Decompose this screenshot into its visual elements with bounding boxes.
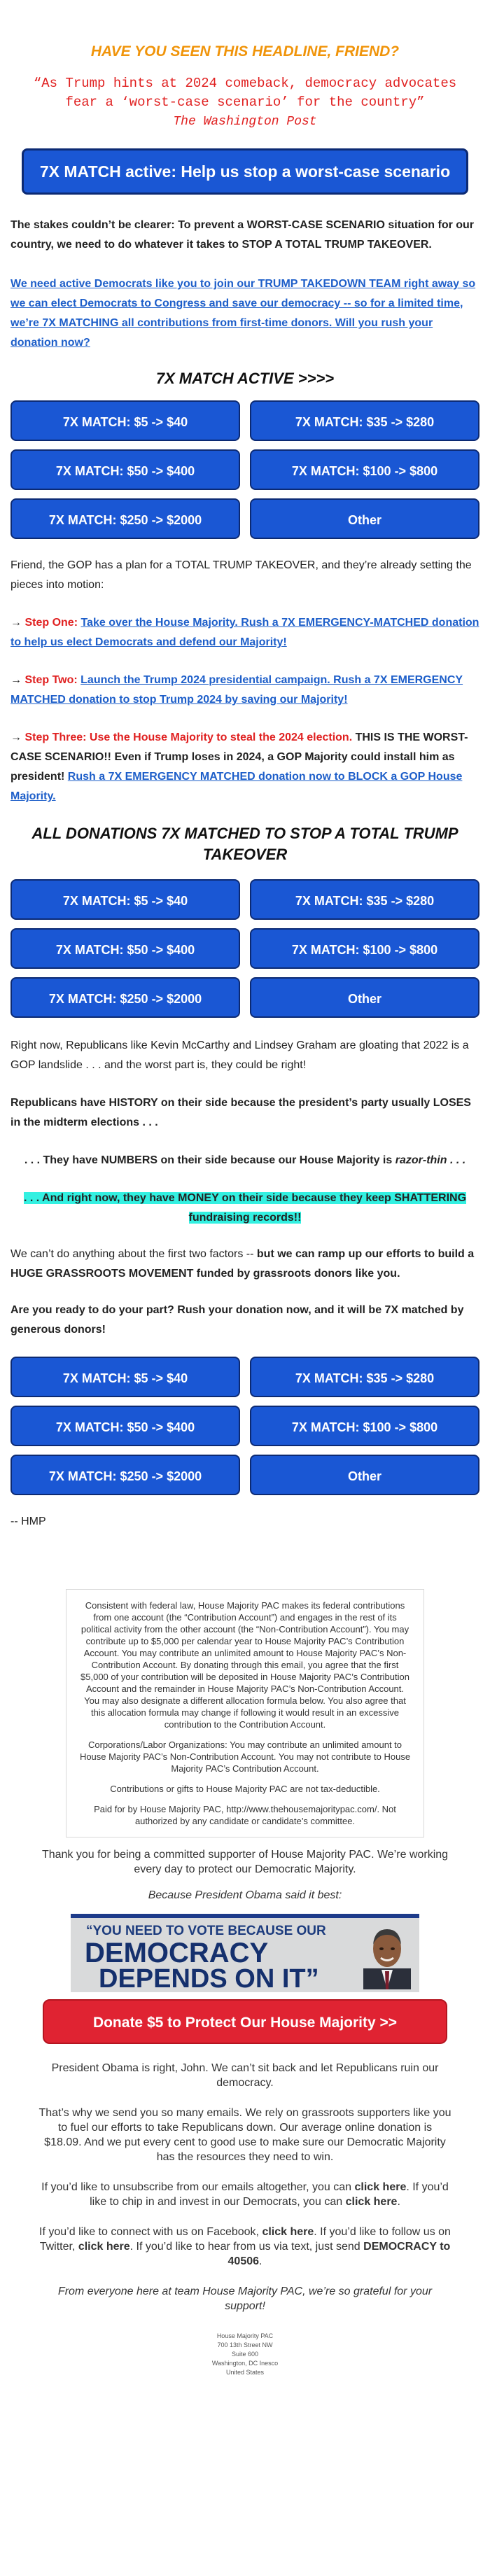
step-two <box>10 671 479 710</box>
paid-for-text: Paid for by House Majority PAC, http://www.thehousemajoritypac.com/. Not authorized by any candidate or candidate’s committee. <box>94 1804 396 1826</box>
period: . <box>259 2255 262 2267</box>
image-quote-line1: “YOU NEED TO VOTE BECAUSE OUR <box>86 1924 326 1938</box>
obama-quote-image[interactable] <box>71 1914 419 1992</box>
image-quote-line2: DEMOCRACY <box>85 1938 269 1968</box>
donate-250-button[interactable]: 7X MATCH: $250 -> $2000 <box>10 498 240 539</box>
donation-grid-3 <box>10 1357 479 1495</box>
match-banner-button[interactable]: 7X MATCH active: Help us stop a worst-case scenario <box>22 148 468 195</box>
legal-disclaimer <box>66 1589 424 1837</box>
join-team-link[interactable]: We need active Democrats like you to join our TRUMP TAKEDOWN TEAM right away so we can elect Democrats to Congress and save our democracy -- so for a limited time, we’re 7X MATCHING all contributions from first-time donors. Will you rush your donation now? <box>10 278 476 349</box>
email-body <box>10 0 479 2377</box>
obama-portrait-icon <box>363 1919 411 1989</box>
footer-street: 700 13th Street NW <box>217 2342 273 2348</box>
footer-country: United States <box>225 2369 265 2376</box>
chip-in-link[interactable]: click here <box>345 2196 398 2208</box>
text-prefix: . If you’d like to hear from us via text, just send <box>130 2241 360 2253</box>
donation-grid-1 <box>10 400 479 539</box>
donate-5-protect-button[interactable]: Donate $5 to Protect Our House Majority >> <box>43 1999 447 2044</box>
all-donations-title: ALL DONATIONS 7X MATCHED TO STOP A TOTAL TRUMP TAKEOVER <box>31 825 458 863</box>
donate-50-button[interactable]: 7X MATCH: $50 -> $400 <box>10 449 240 490</box>
facebook-prefix: If you’d like to connect with us on Facebook, <box>39 2226 259 2238</box>
headline-quote: “As Trump hints at 2024 comeback, democracy advocates fear a ‘worst-case scenario’ for the country” <box>33 76 457 110</box>
intro-paragraph: The stakes couldn’t be clearer: To prevent a WORST-CASE SCENARIO situation for our country, we need to do whatever it takes to STOP A TOTAL TRUMP TAKEOVER. <box>10 219 475 251</box>
join-team-paragraph <box>10 274 479 353</box>
grateful-text: From everyone here at team House Majority PAC, we’re so grateful for your support! <box>57 2286 433 2312</box>
connect-text <box>31 2225 458 2269</box>
footer-org: House Majority PAC <box>216 2332 274 2339</box>
numbers-paragraph <box>10 1151 479 1170</box>
period: . <box>397 2196 400 2208</box>
step-one <box>10 613 479 652</box>
donate-5-button[interactable]: 7X MATCH: $5 -> $40 <box>10 879 240 920</box>
twitter-link[interactable]: click here <box>78 2241 130 2253</box>
chip-in-text: . If you’d like to chip in and invest in our Democrats, you can <box>90 2181 449 2208</box>
razor-thin-text: razor-thin . . . <box>395 1154 466 1166</box>
donate-250-button[interactable]: 7X MATCH: $250 -> $2000 <box>10 1455 240 1495</box>
arrow-icon: → <box>10 617 22 629</box>
facebook-link[interactable]: click here <box>262 2226 314 2238</box>
ready-paragraph: Are you ready to do your part? Rush your donation now, and it will be 7X matched by generous donors! <box>10 1304 464 1336</box>
unsubscribe-text <box>38 2180 451 2209</box>
right-now-paragraph: Right now, Republicans like Kevin McCarthy and Lindsey Graham are gloating that 2022 is a GOP landslide . . . and the worst part is, they could be right! <box>10 1040 469 1071</box>
gop-plan-intro: Friend, the GOP has a plan for a TOTAL TRUMP TAKEOVER, and they’re already setting the pieces into motion: <box>10 559 472 591</box>
arrow-icon: → <box>10 674 22 686</box>
unsubscribe-prefix: If you’d like to unsubscribe from our emails altogether, you can <box>41 2181 352 2193</box>
donate-100-button[interactable]: 7X MATCH: $100 -> $800 <box>250 449 479 490</box>
quote-source: The Washington Post <box>173 115 317 129</box>
match-active-title: 7X MATCH ACTIVE >>>> <box>155 370 335 387</box>
donate-100-button[interactable]: 7X MATCH: $100 -> $800 <box>250 1406 479 1446</box>
sms-keyword: DEMOCRACY to 40506 <box>227 2241 451 2267</box>
cant-do-paragraph <box>10 1245 479 1284</box>
donate-other-button[interactable]: Other <box>250 498 479 539</box>
donate-35-button[interactable]: 7X MATCH: $35 -> $280 <box>250 400 479 441</box>
emails-text: That’s why we send you so many emails. We rely on grassroots supporters like you to fuel our efforts to take Republicans down. Our average online donation is $18.09. And we put every cent to good use to make sure our Democratic Majority has the resources they need to win. <box>38 2107 451 2163</box>
donate-5-button[interactable]: 7X MATCH: $5 -> $40 <box>10 1357 240 1397</box>
donation-grid-2 <box>10 879 479 1018</box>
history-paragraph: Republicans have HISTORY on their side because the president’s party usually LOSES in the midterm elections . . . <box>10 1097 471 1128</box>
footer-suite: Suite 600 <box>231 2351 259 2358</box>
donate-250-button[interactable]: 7X MATCH: $250 -> $2000 <box>10 977 240 1018</box>
step-three-warning: THIS IS THE WORST-CASE SCENARIO!! Even if Trump loses in 2024, a GOP Majority could install him as president! <box>10 732 468 783</box>
legal-tax-text: Contributions or gifts to House Majority PAC are not tax-deductible. <box>110 1784 380 1794</box>
step-two-label: Step Two: <box>24 674 78 686</box>
step-one-label: Step One: <box>24 617 78 629</box>
cant-do-text: We can’t do anything about the first two factors -- <box>10 1248 254 1260</box>
image-quote-line3: DEPENDS ON IT” <box>99 1964 319 1992</box>
step-three <box>10 728 479 806</box>
donate-50-button[interactable]: 7X MATCH: $50 -> $400 <box>10 928 240 969</box>
donate-other-button[interactable]: Other <box>250 1455 479 1495</box>
footer-city: Washington, DC Inesco <box>211 2360 279 2367</box>
arrow-icon: → <box>10 732 22 743</box>
obama-right-text: President Obama is right, John. We can’t sit back and let Republicans ruin our democracy. <box>51 2062 439 2089</box>
image-top-band <box>71 1914 419 1918</box>
donate-other-button[interactable]: Other <box>250 977 479 1018</box>
money-highlight: . . . And right now, they have MONEY on their side because they keep SHATTERING fundraising records!! <box>23 1192 467 1224</box>
numbers-text: . . . They have NUMBERS on their side because our House Majority is <box>24 1154 393 1166</box>
step-three-label: Step Three: Use the House Majority to steal the 2024 election. <box>24 732 353 743</box>
donate-100-button[interactable]: 7X MATCH: $100 -> $800 <box>250 928 479 969</box>
donate-50-button[interactable]: 7X MATCH: $50 -> $400 <box>10 1406 240 1446</box>
obama-intro: Because President Obama said it best: <box>148 1889 342 1901</box>
twitter-prefix: . If you’d like to follow us on Twitter, <box>39 2226 451 2253</box>
donate-35-button[interactable]: 7X MATCH: $35 -> $280 <box>250 1357 479 1397</box>
headline: HAVE YOU SEEN THIS HEADLINE, FRIEND? <box>90 43 400 59</box>
unsubscribe-link[interactable]: click here <box>354 2181 407 2193</box>
legal-contribution-text: Consistent with federal law, House Majority PAC makes its federal contributions from one account (the “Contribution Account”) and engages in the rest of its political activity from the other account (the “Non-Contribution Account”). You may contribute up to $5,000 per calendar year to House Majority PAC’s Contribution Account. You may contribute an unlimited amount to House Majority PAC’s Non-Contribution Account. By donating through this email, you agree that the first $5,000 of your contribution will be deposited in House Majority PAC’s Contribution Account and the remainder in House Majority PAC’s Non-Contribution Account. You may also designate a different allocation formula below. You also agree that this allocation formula may change if following it would result in an excessive contribution to the Contribution Account. <box>80 1600 410 1730</box>
signoff: -- HMP <box>10 1516 46 1527</box>
donate-5-button[interactable]: 7X MATCH: $5 -> $40 <box>10 400 240 441</box>
step-two-link[interactable]: Launch the Trump 2024 presidential campaign. Rush a 7X EMERGENCY MATCHED donation to stop Trump 2024 by saving our Majority! <box>10 674 463 706</box>
donate-35-button[interactable]: 7X MATCH: $35 -> $280 <box>250 879 479 920</box>
legal-corporations-text: Corporations/Labor Organizations: You may contribute an unlimited amount to House Majority PAC’s Non-Contribution Account. You may not contribute to House Majority PAC’s Contribution Account. <box>79 1740 411 1774</box>
grassroots-text: but we can ramp up our efforts to build a HUGE GRASSROOTS MOVEMENT funded by grassroots donors like you. <box>10 1248 475 1280</box>
thanks-text: Thank you for being a committed supporter of House Majority PAC. We’re working every day to protect our Democratic Majority. <box>41 1849 449 1875</box>
step-one-link[interactable]: Take over the House Majority. Rush a 7X EMERGENCY-MATCHED donation to help us elect Democrats and defend our Majority! <box>10 617 479 648</box>
footer-address <box>10 2332 479 2377</box>
money-paragraph <box>10 1189 479 1228</box>
step-three-link[interactable]: Rush a 7X EMERGENCY MATCHED donation now to BLOCK a GOP House Majority. <box>10 771 463 802</box>
